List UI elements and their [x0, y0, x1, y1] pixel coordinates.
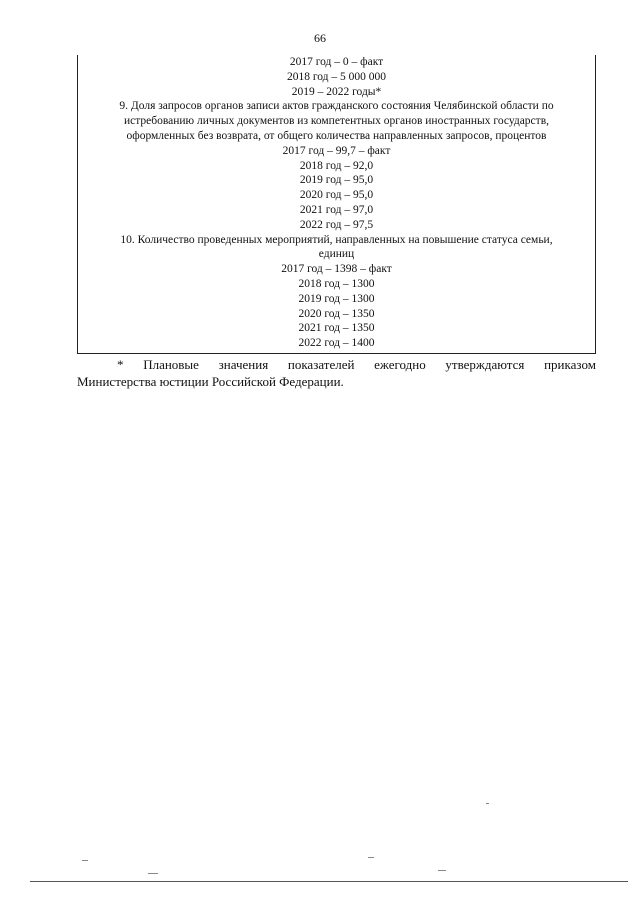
table-line: 2019 – 2022 годы*: [291, 85, 382, 98]
footnote: [77, 356, 596, 390]
footnote-word: Плановые: [143, 357, 199, 372]
table-line: 2021 год – 97,0: [299, 203, 374, 216]
table-line: 2019 год – 1300: [298, 292, 375, 305]
bottom-rule: [30, 881, 628, 882]
table-line: 2018 год – 5 000 000: [286, 70, 387, 83]
scan-speck: [438, 870, 446, 871]
table-line: 2022 год – 1400: [298, 337, 375, 350]
table-line: 2017 год – 99,7 – факт: [282, 144, 391, 157]
footnote-line-2: Министерства юстиции Российской Федерации.: [77, 374, 344, 389]
indicator-10-title-line: 10. Количество проведенных мероприятий, направленных на повышение статуса семьи,: [120, 233, 553, 246]
footnote-word: значения: [218, 357, 269, 372]
footnote-word: приказом: [544, 357, 596, 372]
indicator-9-title-line: 9. Доля запросов органов записи актов гражданского состояния Челябинской области по: [119, 100, 554, 113]
indicator-10-title-line: единиц: [318, 248, 355, 261]
scan-speck: [82, 860, 88, 861]
footnote-word: показателей: [287, 357, 355, 372]
table-line: 2020 год – 95,0: [299, 189, 374, 202]
footnote-word: утверждаются: [445, 357, 525, 372]
page-number: 66: [314, 31, 326, 45]
table-line: 2019 год – 95,0: [299, 174, 374, 187]
table-line: 2018 год – 1300: [298, 277, 375, 290]
table-line: 2021 год – 1350: [298, 322, 375, 335]
table-line: 2018 год – 92,0: [299, 159, 374, 172]
indicators-table: [77, 55, 596, 354]
footnote-word: ежегодно: [374, 357, 426, 372]
table-line: 2017 год – 1398 – факт: [281, 263, 392, 276]
table-line: 2017 год – 0 – факт: [289, 56, 384, 68]
footnote-word: *: [117, 357, 124, 372]
footnote-line-1: [77, 356, 596, 373]
indicator-9-title-line: истребованию личных документов из компетентных органов иностранных государств,: [123, 115, 549, 128]
table-line: 2020 год – 1350: [298, 307, 375, 320]
scan-speck: [368, 857, 374, 858]
indicator-9-title-line: оформленных без возврата, от общего количества направленных запросов, процентов: [126, 129, 547, 142]
scan-speck: [486, 803, 489, 804]
scan-speck: [148, 873, 158, 874]
table-line: 2022 год – 97,5: [299, 218, 374, 231]
